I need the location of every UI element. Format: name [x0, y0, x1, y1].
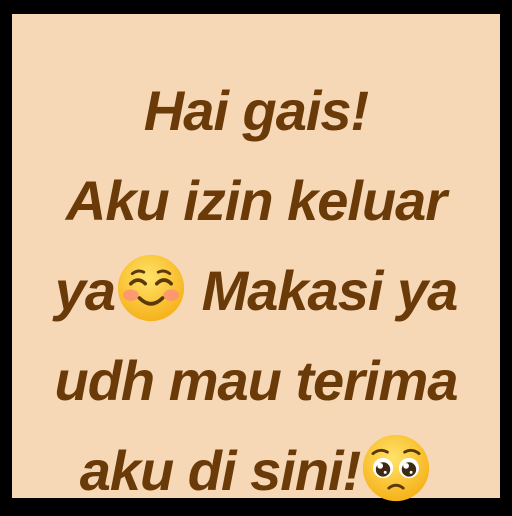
message-line-3-end: Makasi ya: [187, 259, 458, 322]
message-line-5-text: aku di sini!: [79, 439, 361, 502]
message-line-4: udh mau terima: [54, 349, 458, 412]
message-line-3-start: ya: [54, 259, 116, 322]
message-line-2: Aku izin keluar: [65, 169, 447, 232]
message-card: [12, 14, 500, 502]
smiling-blushing-face-icon: [115, 252, 187, 324]
pleading-face-icon: [360, 432, 432, 504]
message-line-3: [12, 246, 500, 336]
message-line-5: [12, 426, 500, 516]
message-text: [12, 66, 500, 516]
message-line-1: Hai gais!: [143, 79, 369, 142]
